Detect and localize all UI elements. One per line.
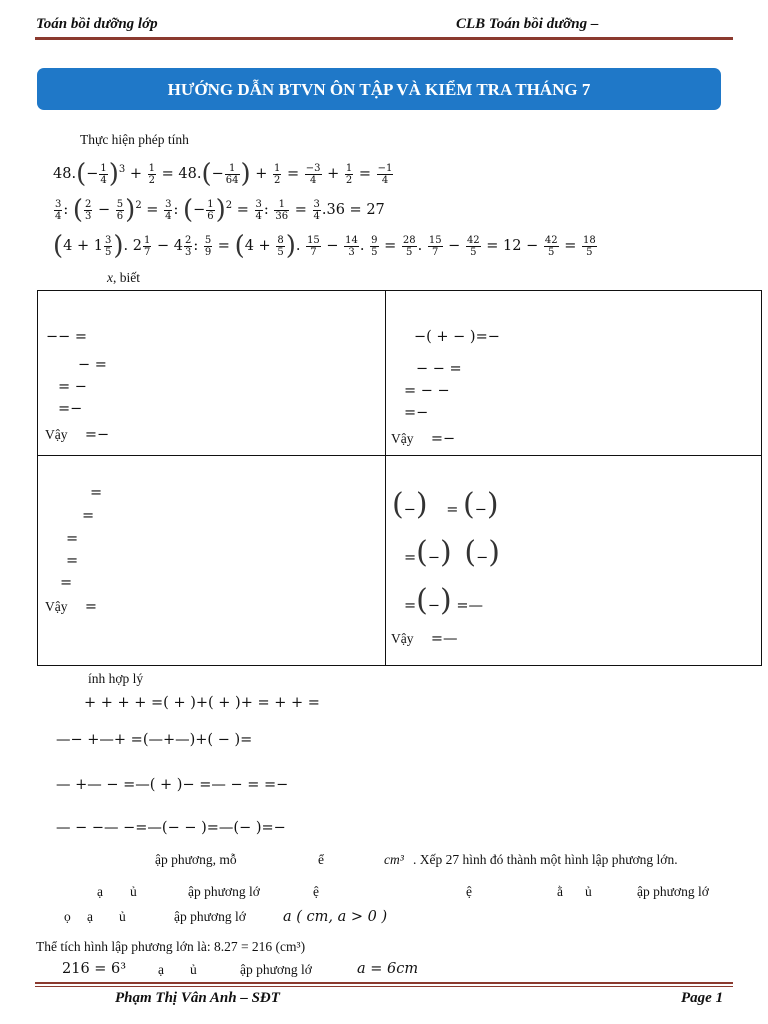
cube-line-2f: ằ bbox=[557, 884, 563, 899]
cube-line-5d: ập phương lớ bbox=[240, 962, 312, 977]
cell1-line3: = − bbox=[58, 379, 87, 395]
cell3-line2: = bbox=[82, 508, 95, 524]
cell2-line4: =− bbox=[404, 405, 429, 421]
cell3-vay: Vậy bbox=[45, 599, 68, 614]
cube-line-4: Thể tích hình lập phương lớn là: 8.27 = 216 (cm³) bbox=[36, 939, 306, 954]
cell4-line2: =(−) (−) bbox=[404, 535, 500, 570]
reasonable-calc-2: —− +—+ =(—+—)+( − )= bbox=[56, 732, 253, 748]
cell2-vay-rhs: =− bbox=[430, 431, 456, 447]
calc-line-2: $\frac{3}{4}$ : ( $\frac{2}{3}$ − $\frac{5}{6}$ )$^2$ = $\frac{3}{4}$ : (− $\frac{1}{6}$ )$^2$ = $\frac{3}{4}$ : $\frac{1}{36}$ = $\frac{3}{4}$ .36 = 27 bbox=[55, 195, 385, 225]
cube-line-2h: ập phương lớ bbox=[637, 884, 709, 899]
cell2-line1: −( + − )=− bbox=[414, 329, 500, 345]
reasonable-calc-4: — − −— −=—(− − )=—(− )=− bbox=[56, 820, 286, 836]
cube-line-1b: ể bbox=[318, 852, 324, 867]
cube-line-3e: a ( cm, a > 0 ) bbox=[283, 909, 388, 925]
title-banner bbox=[37, 68, 721, 110]
footer-page: Page 1 bbox=[681, 990, 724, 1006]
cube-line-2e: ệ bbox=[466, 884, 472, 899]
cube-line-2c: ập phương lớ bbox=[188, 884, 260, 899]
header-rule bbox=[35, 37, 733, 40]
cell4-eq2: = bbox=[404, 550, 417, 566]
cube-line-3a: ọ bbox=[64, 909, 71, 924]
cell2-line3: = − − bbox=[404, 383, 450, 399]
cube-line-5a: 216 = 6³ bbox=[62, 961, 127, 977]
cell1-vay-rhs: =− bbox=[84, 427, 110, 443]
cell4-line3: =(−) =— bbox=[404, 583, 484, 618]
calc-line-1: 48.(− $\frac{1}{4}$ )$^3$ + $\frac{1}{2}$ = 48.(− $\frac{1}{64}$ ) + $\frac{1}{2}$ = $\frac{-3}{4}$ + $\frac{1}{2}$ = $\frac{-1}{4}$ bbox=[53, 159, 393, 189]
cube-line-1c: cm³ bbox=[384, 852, 404, 867]
cube-line-5c: ủ bbox=[190, 962, 197, 977]
reasonable-calc-3: — +— − =—( + )− =— − = =− bbox=[56, 777, 289, 793]
x-variable: x bbox=[107, 270, 113, 285]
banner-title: HƯỚNG DẪN BTVN ÔN TẬP VÀ KIỂM TRA THÁNG 7 bbox=[167, 80, 591, 99]
footer-author: Phạm Thị Vân Anh – SĐT bbox=[115, 990, 280, 1006]
section1-heading: Thực hiện phép tính bbox=[80, 132, 189, 147]
cube-line-5b: ạ bbox=[158, 962, 164, 977]
cell3-line3: = bbox=[66, 531, 79, 547]
cube-line-3d: ập phương lớ bbox=[174, 909, 246, 924]
cell3-line1: = bbox=[90, 485, 103, 501]
cell2-line2: − − = bbox=[416, 361, 462, 377]
reasonable-calc-1: + + + + =( + )+( + )+ = + + = bbox=[84, 695, 320, 711]
cell4-eq3: = bbox=[404, 598, 417, 614]
cell1-line1: −− = bbox=[46, 329, 88, 345]
cell4-eq1: = bbox=[446, 502, 463, 518]
footer-rule-bottom bbox=[35, 986, 733, 987]
cell1-line2: − = bbox=[78, 357, 107, 373]
cell4-conclusion: Vậy =— bbox=[391, 631, 458, 647]
cube-line-3b: ạ bbox=[87, 909, 93, 924]
exercise-grid bbox=[37, 290, 762, 666]
cell1-conclusion bbox=[45, 427, 109, 443]
cell4-vay-rhs: = bbox=[430, 631, 444, 647]
cube-line-2g: ủ bbox=[585, 884, 592, 899]
grid-divider-horizontal bbox=[38, 455, 761, 456]
calc-line-3: (4 + 1 $\frac{3}{5}$ ). 2 $\frac{1}{7}$ − 4 $\frac{2}{3}$ : $\frac{5}{9}$ = (4 + $\frac{8}{5}$ ). $\frac{15}{7}$ − $\frac{14}{3}$ . $\frac{9}{5}$ = $\frac{28}{5}$ . $\frac{15}{7}$ − $\frac{42}{5}$ = 12 − $\frac{42}{5}$ = $\frac{18}{5}$ bbox=[53, 231, 596, 261]
grid-divider-vertical bbox=[385, 291, 386, 665]
cube-line-1d: . Xếp 27 hình đó thành một hình lập phương lớn. bbox=[413, 852, 678, 867]
cell4-line1: (−) = (−) bbox=[392, 487, 499, 522]
cell3-vay-rhs: = bbox=[84, 599, 98, 615]
cube-line-2b: ủ bbox=[130, 884, 137, 899]
cell1-line4: =− bbox=[58, 401, 83, 417]
section2-suffix: , biết bbox=[113, 270, 140, 285]
header-left: Toán bồi dưỡng lớp bbox=[36, 16, 158, 32]
cell4-vay: Vậy bbox=[391, 631, 414, 646]
cell3-conclusion bbox=[45, 599, 97, 615]
section2-heading bbox=[107, 270, 140, 286]
cell2-conclusion bbox=[391, 431, 455, 447]
section3-heading: ính hợp lý bbox=[88, 671, 144, 686]
cell1-vay: Vậy bbox=[45, 427, 68, 442]
cell2-vay: Vậy bbox=[391, 431, 414, 446]
cube-line-1a: ập phương, mỗ bbox=[155, 852, 237, 867]
footer-rule-top bbox=[35, 982, 733, 984]
cube-line-2a: ạ bbox=[97, 884, 103, 899]
cube-line-3c: ủ bbox=[119, 909, 126, 924]
cube-line-2d: ệ bbox=[313, 884, 319, 899]
header-right: CLB Toán bồi dưỡng – bbox=[456, 16, 599, 32]
cell3-line4: = bbox=[66, 553, 79, 569]
cube-line-5e: a = 6cm bbox=[357, 961, 419, 977]
cell3-line5: = bbox=[60, 575, 73, 591]
